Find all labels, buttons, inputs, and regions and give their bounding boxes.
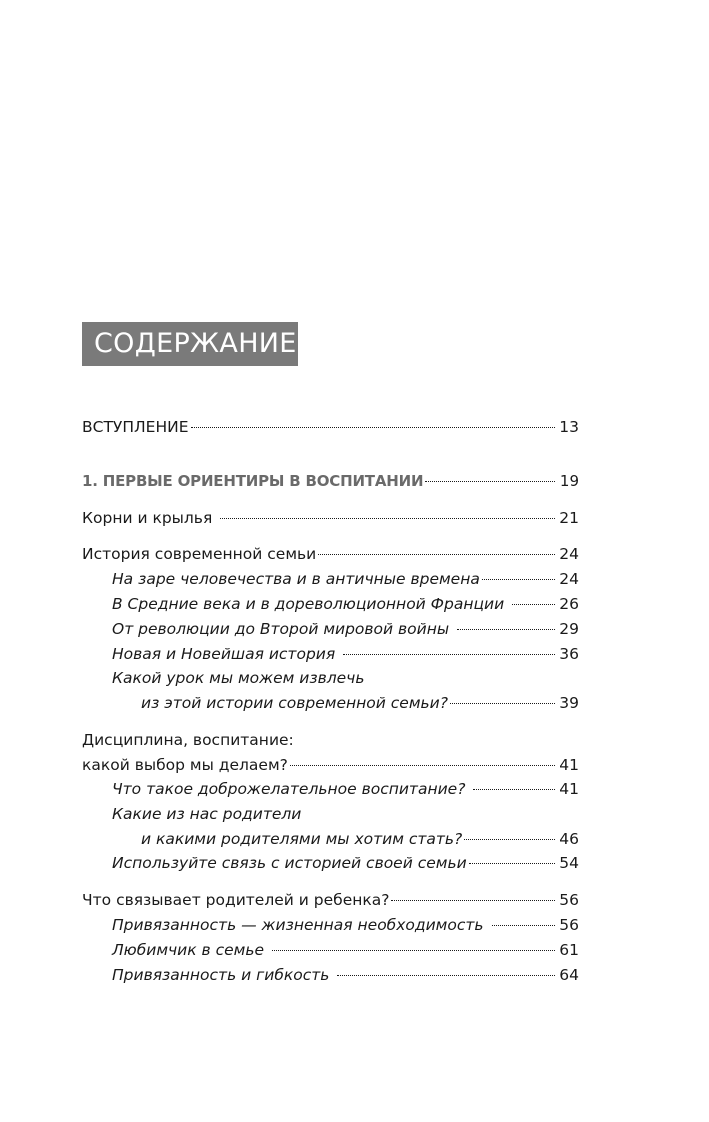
toc-entry-attachment-necessity[interactable]: [112, 913, 579, 937]
toc-entry-parents[interactable]: [141, 827, 579, 851]
toc-entry-page: 61: [559, 941, 579, 959]
toc-entry-title: какой выбор мы делаем?: [82, 756, 288, 774]
dot-leader: [464, 838, 555, 840]
toc-entry-page: 21: [559, 509, 579, 527]
toc-entry-roots-and-wings[interactable]: [82, 506, 579, 530]
toc-entry-favorite-child[interactable]: [112, 938, 579, 962]
toc-entry-title: Корни и крылья: [82, 509, 213, 527]
toc-entry-revolution-to-ww2[interactable]: [112, 617, 579, 641]
dot-leader: [318, 553, 555, 555]
toc-entry-family-history[interactable]: [82, 542, 579, 566]
toc-entry-title: ВСТУПЛЕНИЕ: [82, 418, 189, 436]
contents-heading: СОДЕРЖАНИЕ: [94, 328, 297, 359]
dot-leader: [391, 899, 555, 901]
toc-entry-page: 46: [559, 830, 579, 848]
toc-entry-family-history-link[interactable]: [112, 851, 579, 875]
dot-leader: [272, 949, 555, 951]
toc-entry-title: Используйте связь с историей своей семьи: [112, 854, 467, 872]
toc-entry-parent-child-bond[interactable]: [82, 888, 579, 912]
dot-leader: [457, 628, 555, 630]
toc-entry-title: Что такое доброжелательное воспитание?: [112, 780, 466, 798]
dot-leader: [482, 578, 555, 580]
toc-entry-discipline-line1[interactable]: Дисциплина, воспитание:: [82, 731, 294, 749]
toc-entry-page: 29: [559, 620, 579, 638]
dot-leader: [512, 603, 555, 605]
toc-entry-page: 24: [559, 545, 579, 563]
toc-entry-title: В Средние века и в дореволюционной Франции: [112, 595, 505, 613]
dot-leader: [290, 764, 555, 766]
toc-entry-page: 39: [559, 694, 579, 712]
toc-entry-title: Новая и Новейшая история: [112, 645, 336, 663]
dot-leader: [450, 702, 555, 704]
toc-entry-page: 64: [559, 966, 579, 984]
toc-entry-page: 41: [559, 780, 579, 798]
toc-entry-title: Что связывает родителей и ребенка?: [82, 891, 390, 909]
toc-entry-page: 24: [559, 570, 579, 588]
toc-entry-discipline[interactable]: [82, 753, 579, 777]
toc-entry-page: 56: [559, 891, 579, 909]
toc-entry-page: 13: [559, 418, 579, 436]
toc-entry-parents-line1[interactable]: Какие из нас родители: [112, 805, 302, 823]
toc-entry-modern-history[interactable]: [112, 642, 579, 666]
toc-entry-title: Привязанность и гибкость: [112, 966, 330, 984]
dot-leader: [492, 924, 555, 926]
toc-entry-page: 36: [559, 645, 579, 663]
toc-entry-middle-ages[interactable]: [112, 592, 579, 616]
dot-leader: [425, 480, 555, 482]
toc-entry-title: История современной семьи: [82, 545, 317, 563]
toc-entry-dawn-of-humanity[interactable]: [112, 567, 579, 591]
toc-entry-title: из этой истории современной семьи?: [141, 694, 448, 712]
toc-entry-lesson[interactable]: [141, 691, 579, 715]
toc-entry-title: Привязанность — жизненная необходимость: [112, 916, 484, 934]
dot-leader: [343, 653, 555, 655]
toc-entry-title: 1. ПЕРВЫЕ ОРИЕНТИРЫ В ВОСПИТАНИИ: [82, 472, 424, 490]
toc-entry-attachment-flexibility[interactable]: [112, 963, 579, 987]
toc-entry-page: 41: [559, 756, 579, 774]
toc-entry-title: и какими родителями мы хотим стать?: [141, 830, 463, 848]
toc-entry-page: 26: [559, 595, 579, 613]
dot-leader: [469, 862, 555, 864]
toc-entry-title: Любимчик в семье: [112, 941, 265, 959]
dot-leader: [220, 517, 555, 519]
dot-leader: [191, 426, 555, 428]
toc-entry-page: 19: [559, 472, 579, 490]
dot-leader: [473, 788, 555, 790]
toc-entry-page: 54: [559, 854, 579, 872]
toc-entry-benevolent-upbringing[interactable]: [112, 777, 579, 801]
dot-leader: [337, 974, 555, 976]
toc-entry-introduction[interactable]: [82, 415, 579, 439]
toc-entry-lesson-line1[interactable]: Какой урок мы можем извлечь: [112, 669, 365, 687]
toc-entry-page: 56: [559, 916, 579, 934]
toc-entry-part-1[interactable]: [82, 469, 579, 493]
toc-entry-title: От революции до Второй мировой войны: [112, 620, 450, 638]
toc-entry-title: На заре человечества и в античные времена: [112, 570, 480, 588]
